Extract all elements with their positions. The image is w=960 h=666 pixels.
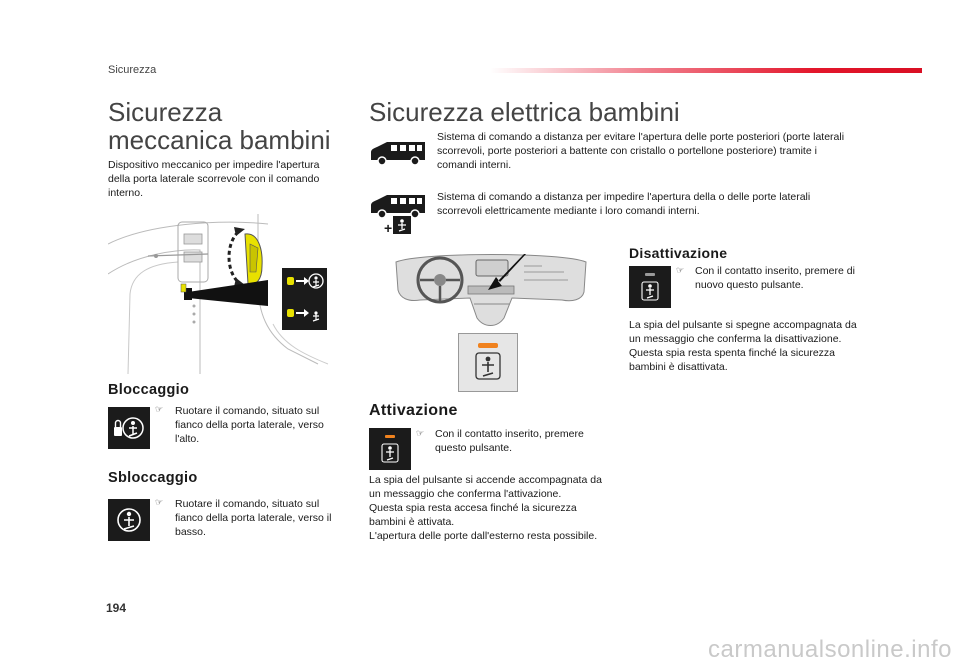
title-line-2: meccanica bambini [108,125,331,155]
activation-para-3: L'apertura delle porte dall'esterno resta possibile. [369,530,598,542]
plus-sign: + [384,220,393,236]
page-number: 194 [106,601,127,615]
watermark: carmanualsonline.info [708,636,952,663]
activation-para-2: Questa spia resta accesa finché la sicurezza bambini è attivata. [369,502,577,528]
electric-desc-2: Sistema di comando a distanza per impedire l'apertura della o delle porte laterali scorrevoli elettricamente mediante i loro comandi interni. [437,191,811,217]
deactivation-description [629,318,869,374]
bullet-icon: ☞ [416,429,425,439]
activation-description [369,473,609,543]
activation-heading: Attivazione [369,402,458,419]
dashboard-illustration [392,250,590,332]
section-label: Sicurezza [108,64,157,76]
bullet-icon: ☞ [155,498,164,508]
mechanical-intro: Dispositivo meccanico per impedire l'apertura della porta laterale scorrevole con il comando interno. [108,159,320,199]
deactivation-para-1: La spia del pulsante si spegne accompagnata da un messaggio che conferma la disattivazione. [629,319,857,345]
activation-bullet-text: Con il contatto inserito, premere questo pulsante. [435,428,584,454]
page-title-right: Sicurezza elettrica bambini [369,97,680,127]
deactivation-heading: Disattivazione [629,245,728,261]
deactivation-para-2: Questa spia resta spenta finché la sicurezza bambini è disattivata. [629,347,836,373]
child-unlock-icon [108,499,150,541]
electric-desc-1: Sistema di comando a distanza per evitare l'apertura delle porte posteriori (porte laterali scorrevoli, porte posteriori a battente con cristallo o portellone posteriore) tramite i comandi interni. [437,131,845,171]
child-motor-icon [393,216,411,234]
lock-heading: Bloccaggio [108,382,190,398]
activation-para-1: La spia del pulsante si accende accompagnata da un messaggio che conferma l'attivazione. [369,474,602,500]
child-lock-switch-icon [282,268,327,330]
deactivation-button-icon [629,266,671,308]
page-title-left [108,98,331,154]
deactivation-bullet-text: Con il contatto inserito, premere di nuovo questo pulsante. [695,265,855,291]
activation-button-icon [369,428,411,470]
bullet-icon: ☞ [676,266,685,276]
child-safety-button-illustration [458,333,518,392]
van-icon [369,140,427,166]
child-lock-icon [108,407,150,449]
header-accent-bar [490,68,922,73]
title-line-1: Sicurezza [108,97,223,127]
bullet-icon: ☞ [155,405,164,415]
lock-text: Ruotare il comando, situato sul fianco della porta laterale, verso l'alto. [175,405,324,445]
unlock-text: Ruotare il comando, situato sul fianco della porta laterale, verso il basso. [175,498,332,538]
unlock-heading: Sbloccaggio [108,470,198,486]
